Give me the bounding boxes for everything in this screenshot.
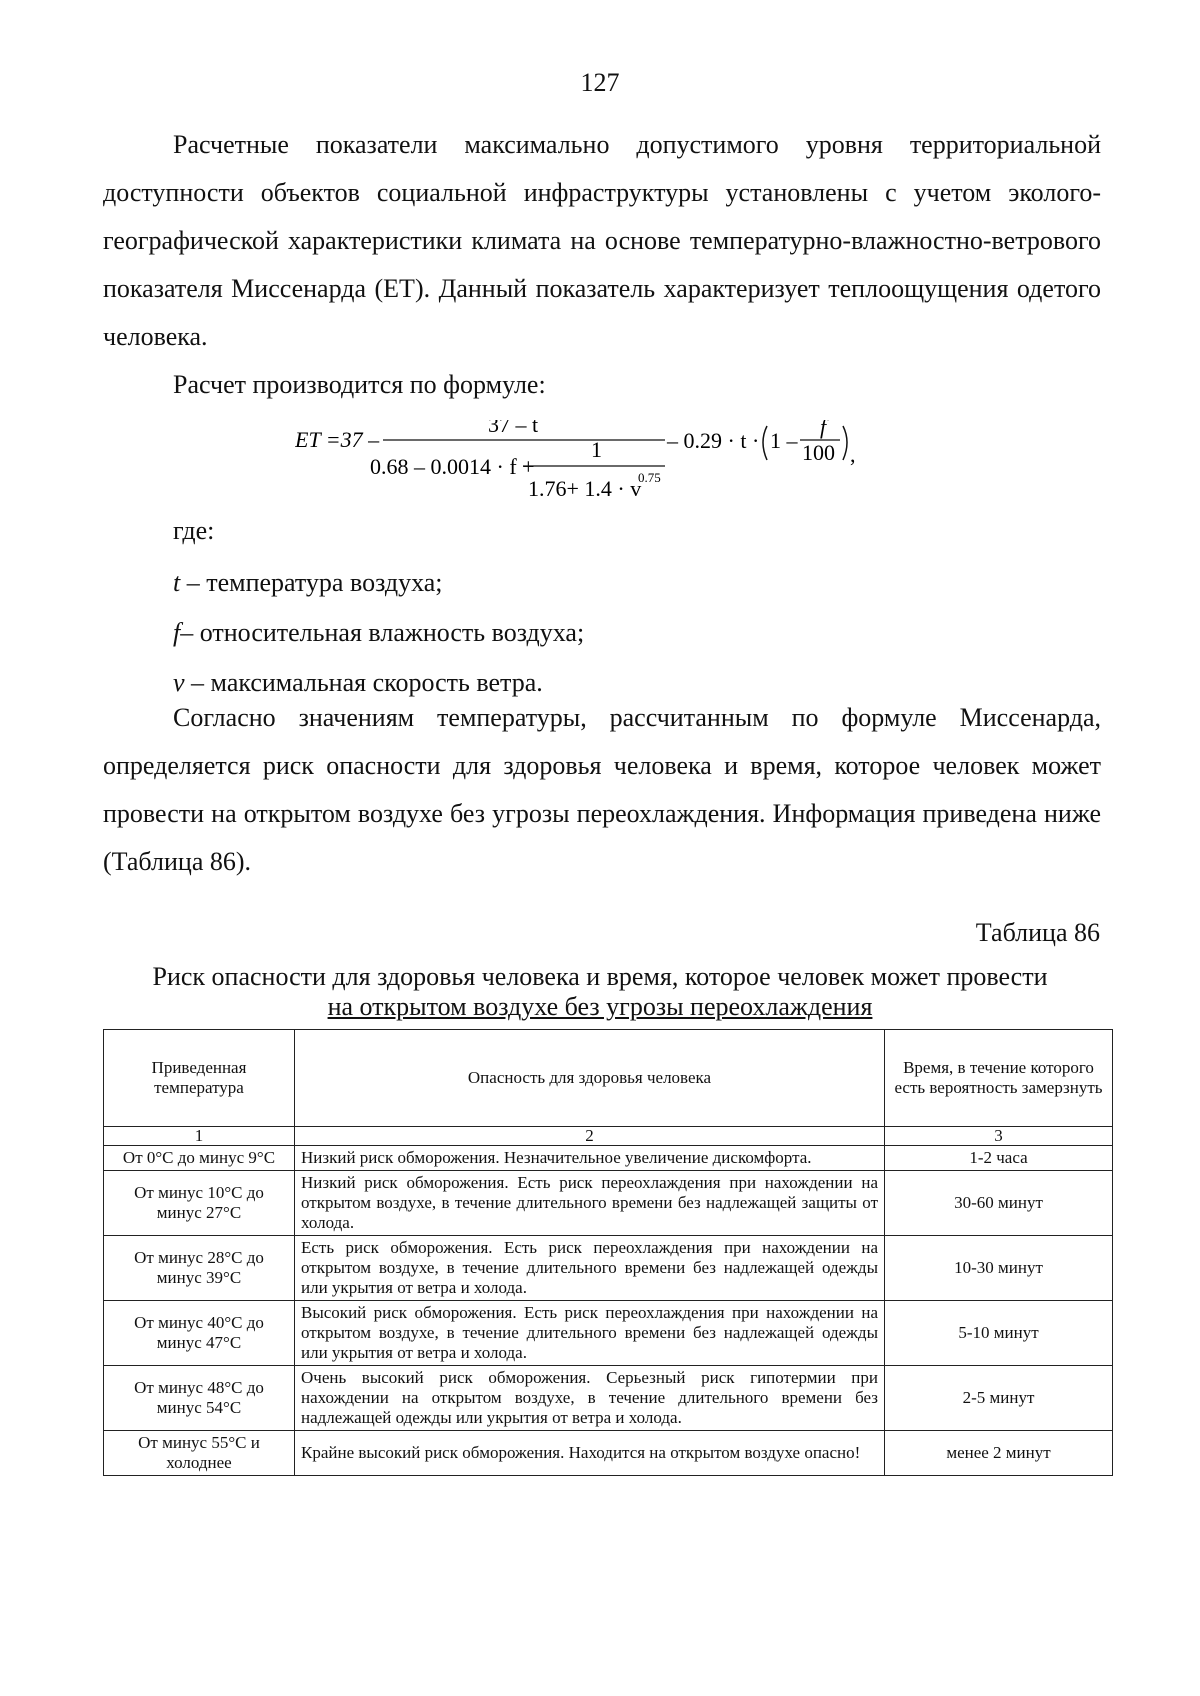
definition-f-text: – относительная влажность воздуха;: [180, 618, 585, 647]
row-time: 5-10 минут: [885, 1301, 1113, 1366]
row-danger: Крайне высокий риск обморожения. Находится на открытом воздухе опасно!: [295, 1431, 885, 1476]
table-title: [100, 962, 1100, 1022]
row-time: 2-5 минут: [885, 1366, 1113, 1431]
table-row: [104, 1236, 1113, 1301]
definition-t: [173, 568, 443, 598]
paragraph-risk-info: Согласно значениям температуры, рассчитанным по формуле Миссенарда, определяется риск опасности для здоровья человека и время, которое человек может провести на открытом воздухе без угрозы переохлаждения. Информация приведена ниже (Таблица 86).: [103, 703, 1101, 876]
formula-comma: ,: [850, 442, 856, 467]
definition-t-text: – температура воздуха;: [180, 568, 443, 597]
table-title-line1: Риск опасности для здоровья человека и время, которое человек может провести: [152, 962, 1048, 991]
symbol-f: f: [173, 618, 181, 647]
table-row: [104, 1301, 1113, 1366]
header-danger: Опасность для здоровья человека: [295, 1030, 885, 1127]
column-number-2: 2: [295, 1127, 885, 1146]
table-row: [104, 1366, 1113, 1431]
column-number-row: [104, 1127, 1113, 1146]
table-label: Таблица 86: [975, 918, 1100, 947]
formula-inner-num: 1: [591, 437, 602, 462]
left-paren: [763, 426, 767, 460]
row-time: 30-60 минут: [885, 1171, 1113, 1236]
formula-paren-one: 1 –: [770, 428, 798, 453]
header-temperature: Приведенная температура: [104, 1030, 295, 1127]
row-temperature: От минус 40°С до минус 47°С: [104, 1301, 295, 1366]
definition-v-text: – максимальная скорость ветра.: [184, 668, 543, 697]
missenard-formula: [295, 420, 935, 510]
table-row: [104, 1146, 1113, 1171]
row-temperature: От минус 10°С до минус 27°С: [104, 1171, 295, 1236]
paragraph-intro: Расчетные показатели максимально допустимого уровня территориальной доступности объектов социальной инфраструктуры установлены с учетом эколого-географической характеристики климата на основе температурно-влажностно-ветрового показателя Миссенарда (ЕТ). Данный показатель характеризует теплоощущения одетого человека.: [103, 130, 1101, 351]
row-danger: Очень высокий риск обморожения. Серьезный риск гипотермии при нахождении на открытом воздухе, в течение длительного времени без надлежащей одежды или укрытия от ветра и холода.: [295, 1366, 885, 1431]
formula-numerator: 37 – t: [488, 420, 539, 437]
formula-f-num: f: [820, 420, 827, 439]
header-time: Время, в течение которого есть вероятность замерзнуть: [885, 1030, 1113, 1127]
paragraph-formula-intro: Расчет производится по формуле:: [173, 370, 546, 399]
row-danger: Есть риск обморожения. Есть риск переохлаждения при нахождении на открытом воздухе, в течение длительного времени без надлежащей одежды или укрытия от ветра и холода.: [295, 1236, 885, 1301]
row-danger: Низкий риск обморожения. Незначительное увеличение дискомфорта.: [295, 1146, 885, 1171]
table-row: [104, 1431, 1113, 1476]
risk-table: [103, 1029, 1113, 1476]
row-time: 1-2 часа: [885, 1146, 1113, 1171]
formula-f-den: 100: [802, 440, 835, 465]
row-temperature: От минус 28°С до минус 39°С: [104, 1236, 295, 1301]
row-temperature: От минус 55°С и холоднее: [104, 1431, 295, 1476]
right-paren: [843, 426, 847, 460]
formula-lhs: ET =37 –: [295, 427, 380, 452]
column-number-1: 1: [104, 1127, 295, 1146]
table-header-row: [104, 1030, 1113, 1127]
column-number-3: 3: [885, 1127, 1113, 1146]
formula-exponent: 0.75: [638, 470, 661, 485]
formula-tail: – 0.29 · t ·: [667, 428, 760, 453]
row-temperature: От 0°С до минус 9°С: [104, 1146, 295, 1171]
symbol-v: v: [173, 668, 185, 697]
row-temperature: От минус 48°С до минус 54°С: [104, 1366, 295, 1431]
where-label: где:: [173, 516, 215, 545]
row-danger: Высокий риск обморожения. Есть риск переохлаждения при нахождении на открытом воздухе, в течение длительного времени без надлежащей одежды или укрытия от ветра и холода.: [295, 1301, 885, 1366]
symbol-t: t: [173, 568, 181, 597]
formula-den-left: 0.68 – 0.0014 · f +: [370, 454, 535, 479]
table-row: [104, 1171, 1113, 1236]
row-time: 10-30 минут: [885, 1236, 1113, 1301]
formula-inner-den: 1.76+ 1.4 · v: [528, 476, 642, 501]
page-number: 127: [580, 68, 620, 97]
table-title-line2: на открытом воздухе без угрозы переохлаждения: [327, 992, 873, 1021]
definition-f: [173, 618, 584, 648]
row-time: менее 2 минут: [885, 1431, 1113, 1476]
row-danger: Низкий риск обморожения. Есть риск переохлаждения при нахождении на открытом воздухе, в течение длительного времени без надлежащей защиты от холода.: [295, 1171, 885, 1236]
